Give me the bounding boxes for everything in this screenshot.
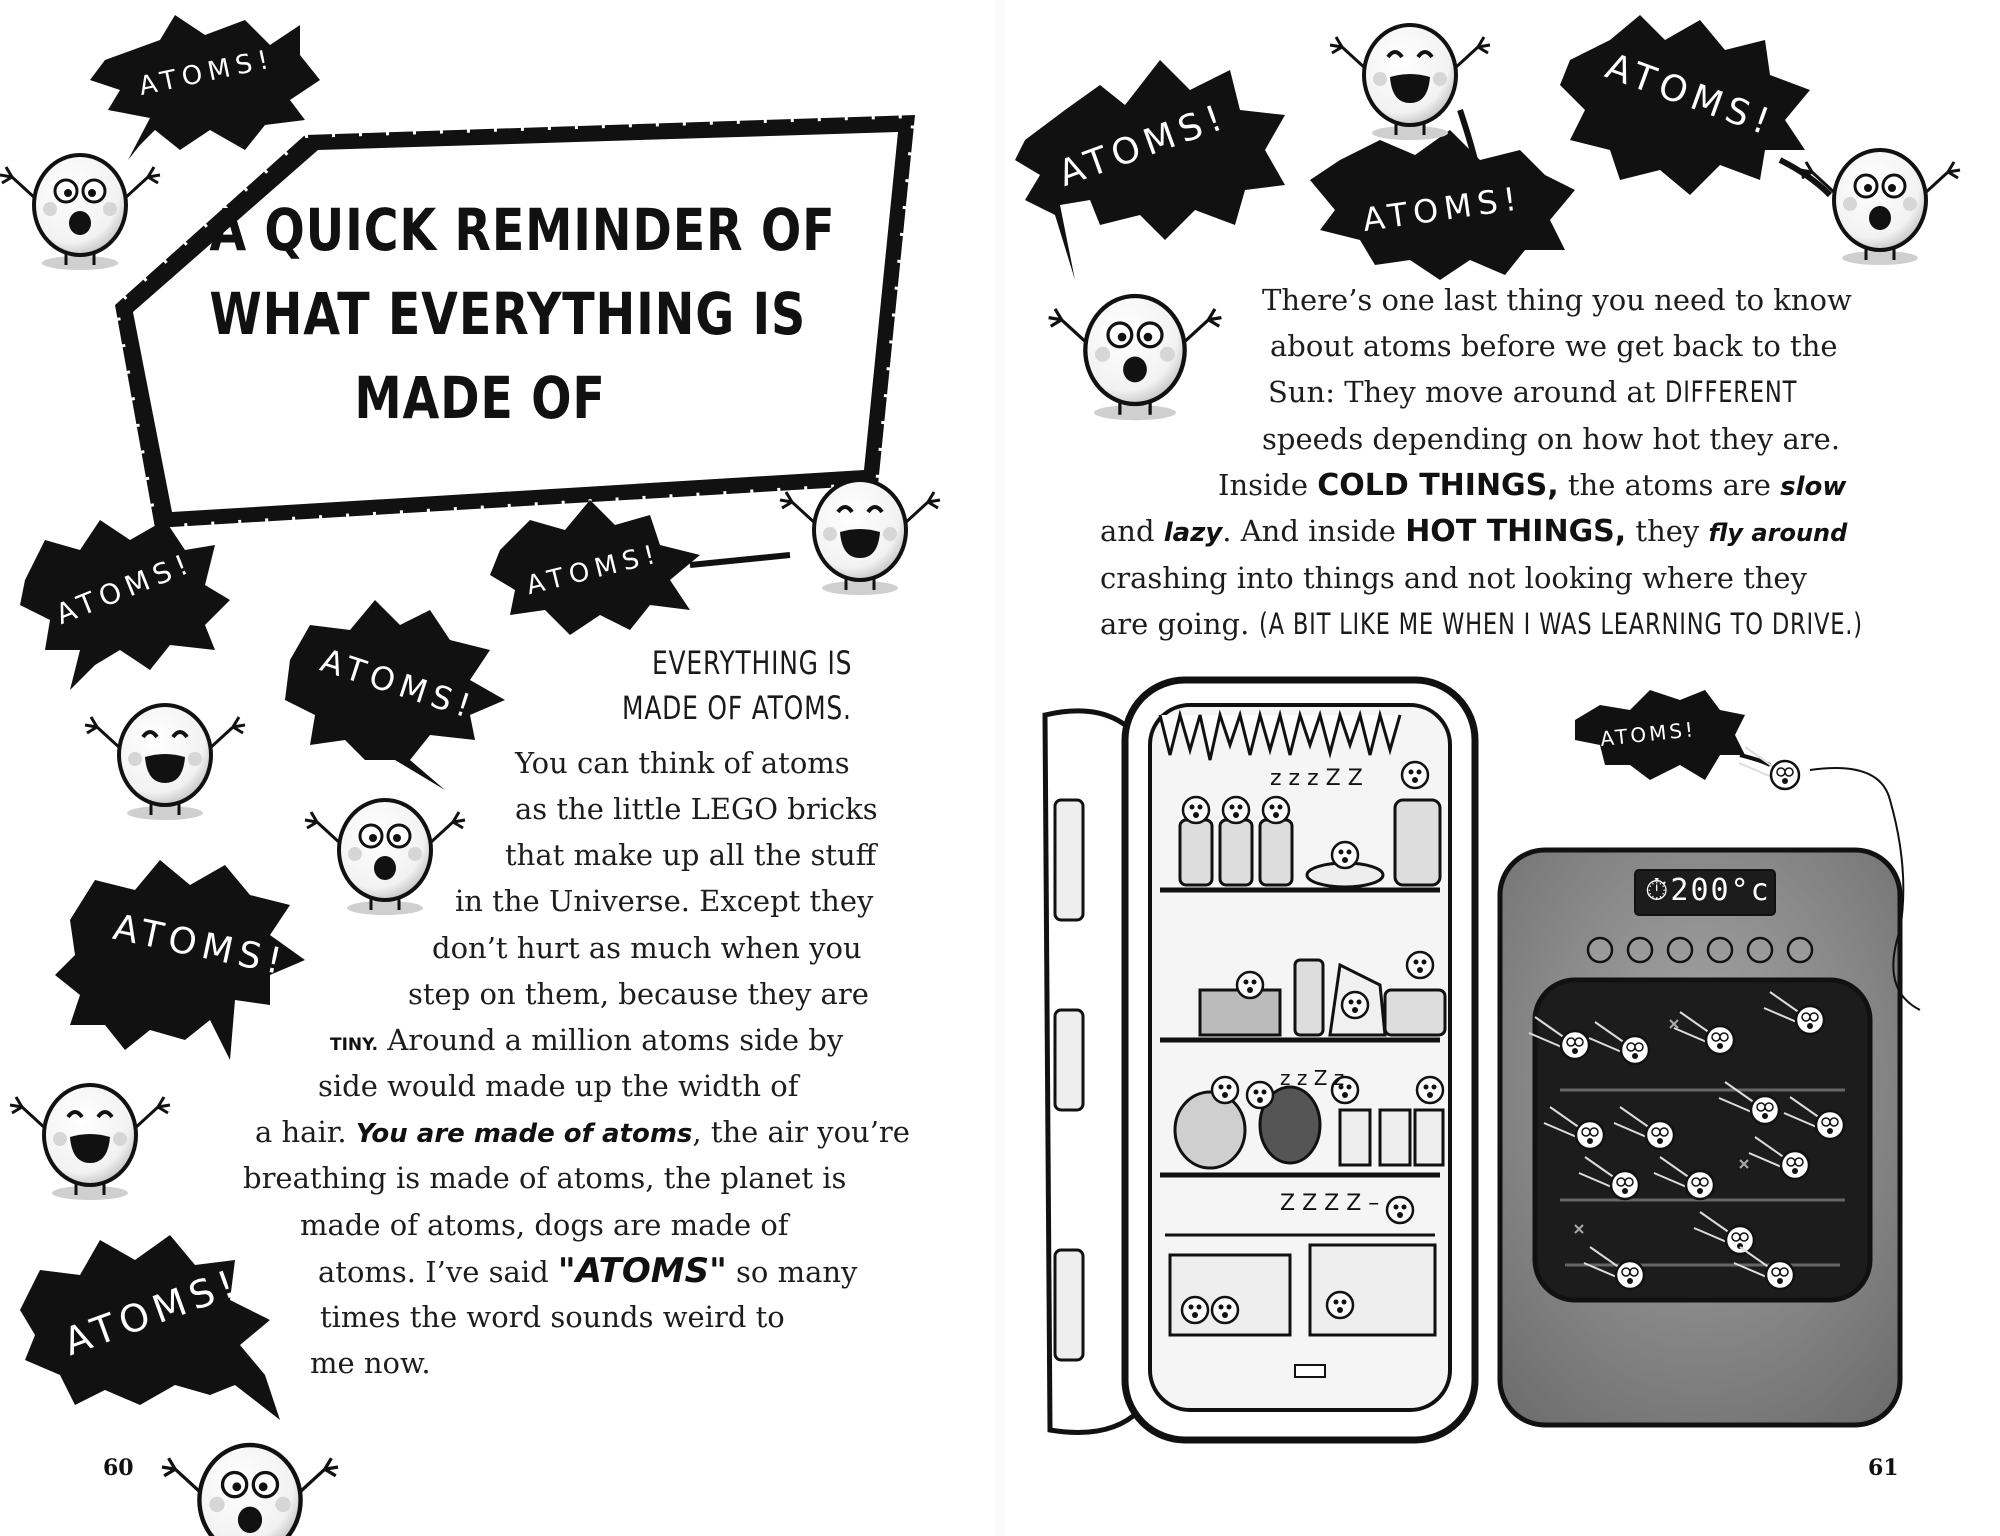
body-line: that make up all the stuff: [505, 838, 877, 872]
fridge-illustration: [1045, 680, 1475, 1440]
body-line: crashing into things and not looking where they: [1100, 561, 1807, 595]
lazy-word: lazy: [1163, 518, 1223, 548]
atoms-quote: "ATOMS": [557, 1251, 727, 1291]
title-line-2: WHAT EVERYTHING IS: [209, 280, 807, 348]
body-line: speeds depending on how hot they are.: [1262, 422, 1841, 456]
body-line: me now.: [310, 1346, 431, 1380]
page-number-right: 61: [1868, 1455, 1899, 1481]
bubble-label: ATOMS!: [109, 907, 291, 984]
aside-text: (A BIT LIKE ME WHEN I WAS LEARNING TO DRIVE.): [1258, 607, 1863, 641]
title-line-3: MADE OF: [354, 364, 606, 432]
bubble-label: ATOMS!: [1600, 46, 1781, 145]
page-title: [209, 188, 836, 440]
svg-text:z z Z z: z z Z z: [1280, 1066, 1345, 1090]
body-line: times the word sounds weird to: [320, 1300, 785, 1334]
body-line: step on them, because they are: [408, 977, 869, 1011]
body-line: Sun: They move around at DIFFERENT: [1268, 375, 1797, 409]
body-line: made of atoms, dogs are made of: [300, 1208, 789, 1242]
body-line: There’s one last thing you need to know: [1262, 283, 1852, 317]
body-line: are going. (A BIT LIKE ME WHEN I WAS LEARNING TO DRIVE.): [1100, 607, 1863, 641]
bubble-label: ATOMS!: [523, 538, 665, 602]
body-line: TINY. Around a million atoms side by: [330, 1023, 844, 1057]
bubble-label: ATOMS!: [1053, 96, 1234, 195]
svg-text:z z z Z Z: z z z Z Z: [1270, 766, 1363, 791]
bubble-label: ATOMS!: [316, 641, 481, 727]
fly-around: fly around: [1708, 519, 1848, 547]
intro-line: MADE OF ATOMS.: [622, 689, 852, 727]
body-line: atoms. I’ve said "ATOMS" so many: [318, 1251, 858, 1291]
body-line: about atoms before we get back to the: [1270, 329, 1838, 363]
hot-things: HOT THINGS,: [1405, 514, 1627, 549]
body-line: and lazy. And inside HOT THINGS, they fly around: [1100, 514, 1848, 549]
body-line: Inside COLD THINGS, the atoms are slow: [1218, 468, 1847, 503]
bubble-label: ATOMS!: [136, 44, 278, 102]
body-line: in the Universe. Except they: [455, 884, 874, 918]
slow-word: slow: [1780, 472, 1847, 502]
tiny-word: TINY.: [330, 1035, 379, 1055]
bubble-label: ATOMS!: [1360, 178, 1525, 240]
different-word: DIFFERENT: [1664, 375, 1797, 409]
oven-illustration: [1500, 747, 1920, 1425]
body-line: as the little LEGO bricks: [515, 792, 878, 826]
body-line: side would made up the width of: [318, 1069, 799, 1103]
emphasis-made-of-atoms: You are made of atoms: [355, 1119, 693, 1149]
bubble-label: ATOMS!: [1599, 717, 1698, 751]
title-line-1: A QUICK REMINDER OF: [209, 196, 836, 264]
page-number-left: 60: [103, 1455, 134, 1481]
bubble-label: ATOMS!: [58, 1259, 247, 1365]
bubble-label: ATOMS!: [51, 545, 199, 632]
cold-things: COLD THINGS,: [1317, 468, 1559, 503]
body-line: don’t hurt as much when you: [432, 931, 862, 965]
body-line: You can think of atoms: [515, 746, 850, 780]
oven-temperature-display: ⏱200°c: [1645, 873, 1771, 908]
intro-line: EVERYTHING IS: [652, 644, 853, 682]
body-line: breathing is made of atoms, the planet is: [243, 1161, 847, 1195]
body-line: a hair. You are made of atoms, the air you’re: [255, 1115, 910, 1149]
svg-text:Z Z Z Z –: Z Z Z Z –: [1280, 1191, 1380, 1216]
